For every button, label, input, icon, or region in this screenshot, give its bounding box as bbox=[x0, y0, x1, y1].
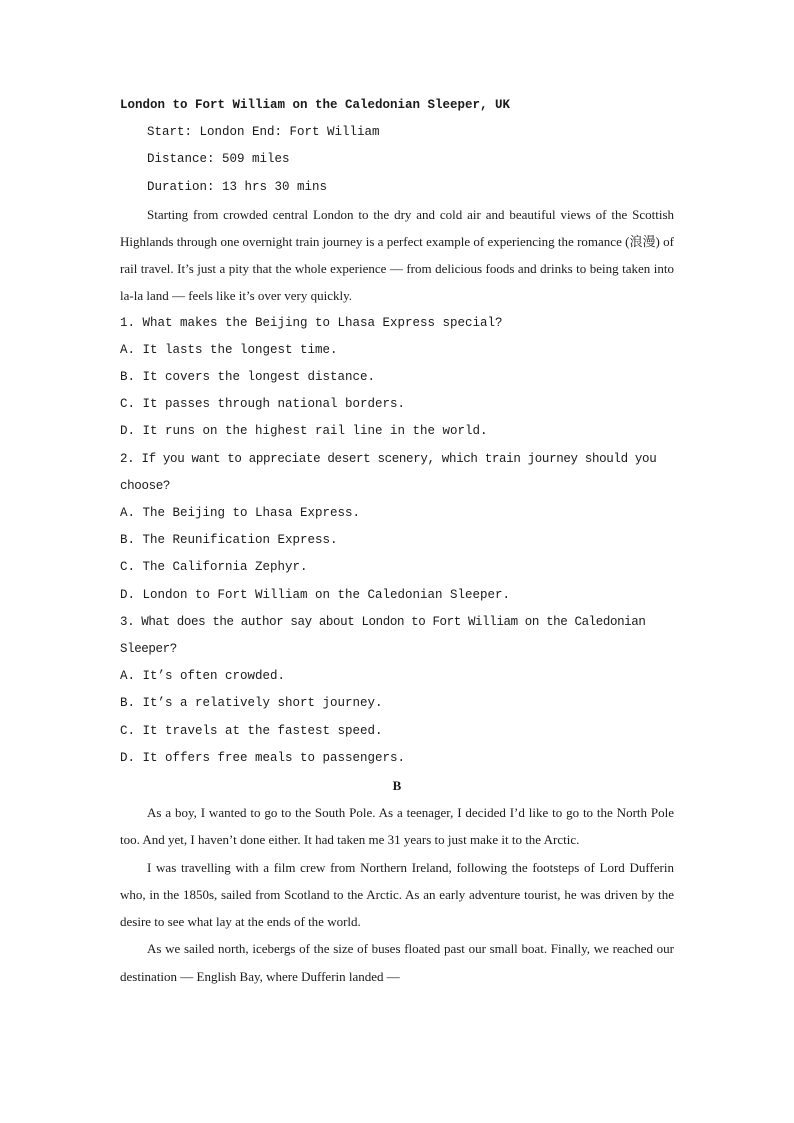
distance-line: Distance: 509 miles bbox=[147, 152, 290, 167]
duration-line: Duration: 13 hrs 30 mins bbox=[147, 179, 328, 194]
question-1 bbox=[120, 310, 674, 446]
passage-b-heading: B bbox=[392, 778, 402, 794]
option-d: D. London to Fort William on the Caledonian Sleeper. bbox=[120, 587, 511, 602]
question-2 bbox=[120, 446, 674, 609]
question-stem: 2. If you want to appreciate desert scenery, which train journey should you choose? bbox=[120, 451, 657, 493]
question-3 bbox=[120, 609, 674, 772]
option-c: C. It travels at the fastest speed. bbox=[120, 723, 383, 738]
start-end-line: Start: London End: Fort William bbox=[147, 125, 380, 140]
document-page bbox=[120, 92, 674, 990]
option-d: D. It runs on the highest rail line in the world. bbox=[120, 424, 488, 439]
option-a: A. The Beijing to Lhasa Express. bbox=[120, 506, 361, 521]
passage-b-paragraph-1: As a boy, I wanted to go to the South Pole. As a teenager, I decided I’d like to go to the North Pole too. And yet, I haven’t done either. It had taken me 31 years to just make it to the Arctic. bbox=[120, 805, 674, 848]
passage-a-title: London to Fort William on the Caledonian Sleeper, UK bbox=[120, 98, 511, 112]
question-stem: 1. What makes the Beijing to Lhasa Express special? bbox=[120, 315, 503, 330]
option-d: D. It offers free meals to passengers. bbox=[120, 750, 406, 765]
passage-b-paragraph-2: I was travelling with a film crew from Northern Ireland, following the footsteps of Lord Dufferin who, in the 1850s, sailed from Scotland to the Arctic. As an early adventure tourist, he was driven by the desire to see what lay at the ends of the world. bbox=[120, 859, 674, 930]
option-a: A. It’s often crowded. bbox=[120, 669, 286, 684]
option-b: B. The Reunification Express. bbox=[120, 533, 338, 548]
option-b: B. It’s a relatively short journey. bbox=[120, 696, 383, 711]
passage-b-paragraph-3: As we sailed north, icebergs of the size of buses floated past our small boat. Finally, we reached our destination — English Bay, where Dufferin landed — bbox=[120, 941, 674, 984]
question-stem: 3. What does the author say about London to Fort William on the Caledonian Sleeper? bbox=[120, 614, 646, 657]
option-a: A. It lasts the longest time. bbox=[120, 342, 338, 357]
passage-a-body: Starting from crowded central London to the dry and cold air and beautiful views of the Scottish Highlands through one overnight train journey is a perfect example of experiencing the romance (浪漫) of rail travel. It’s just a pity that the whole experience — from delicious foods and drinks to being taken into la-la land — feels like it’s over very quickly. bbox=[120, 206, 674, 304]
option-b: B. It covers the longest distance. bbox=[120, 370, 376, 385]
option-c: C. The California Zephyr. bbox=[120, 560, 308, 575]
option-c: C. It passes through national borders. bbox=[120, 397, 406, 412]
